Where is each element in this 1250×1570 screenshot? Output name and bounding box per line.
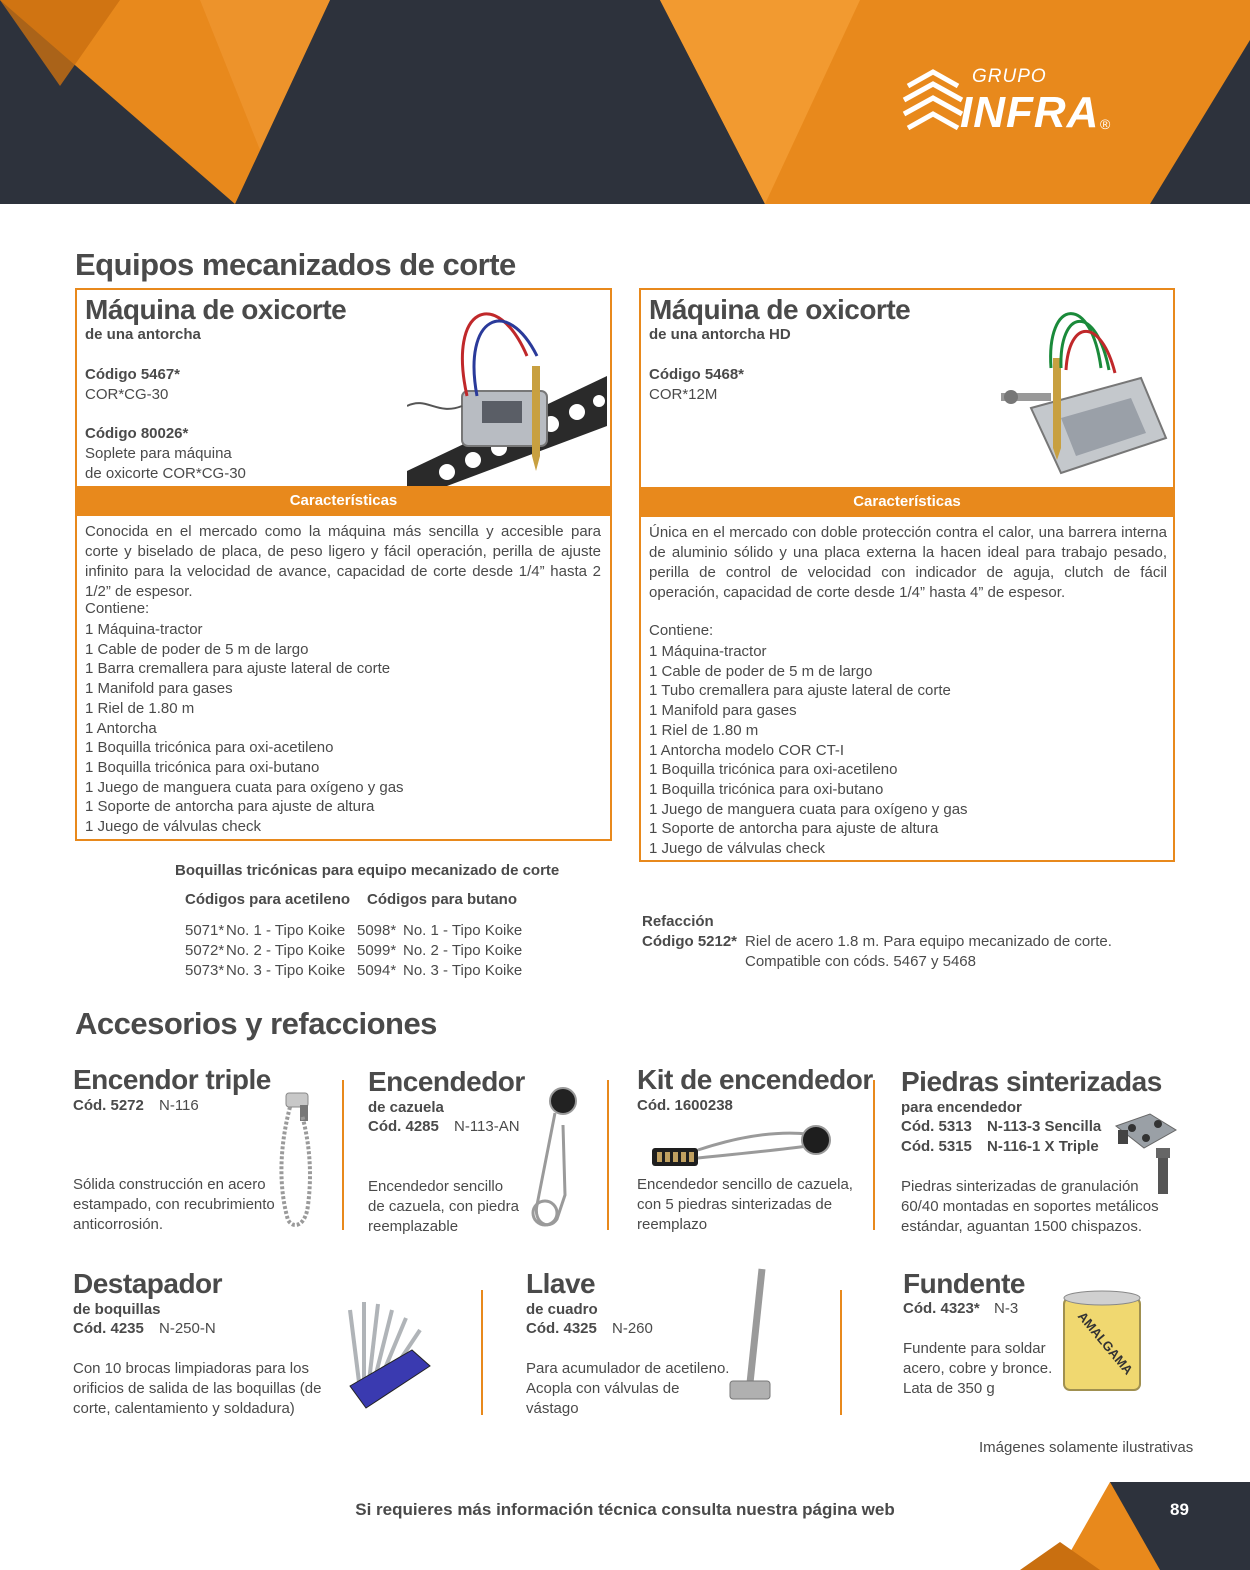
acc-ref: N-116-1 X Triple — [987, 1138, 1099, 1155]
boquillas-heading: Boquillas tricónicas para equipo mecanizado de corte — [175, 862, 560, 879]
footer-decoration — [1000, 1482, 1250, 1570]
acc-desc-line: vástago — [526, 1400, 579, 1417]
cutting-machine-image — [407, 296, 607, 486]
card-subtitle: de una antorcha HD — [649, 326, 791, 343]
card-code: Código 5468* — [649, 366, 745, 383]
product-card-oxicorte-hd — [639, 288, 1175, 862]
card-title: Máquina de oxicorte — [85, 294, 347, 325]
acc-code: Cód. 1600238 — [637, 1097, 733, 1114]
acc-desc-line: Acopla con válvulas de — [526, 1380, 680, 1397]
acc-title-llave: Llave — [526, 1268, 596, 1299]
list-item: 1 Antorcha modelo COR CT-I — [649, 741, 845, 759]
acc-title-destapador: Destapador — [73, 1268, 223, 1299]
list-item: 1 Cable de poder de 5 m de largo — [85, 640, 309, 658]
infra-logo-icon — [898, 66, 968, 138]
card-contains-label: Contiene: — [649, 622, 714, 639]
divider — [342, 1080, 344, 1230]
acc-desc-line: reemplazable — [368, 1218, 459, 1235]
acc-code: Cód. 4235 — [73, 1320, 144, 1337]
card-description: Única en el mercado con doble protección contra el calor, una barrera interna de aluminio sólido y una placa externa la hacen ideal para trabajo pesado, perilla de control de velocidad con indicador de aguja, clutch de fácil operación, capacidad de corte desde 1/4” hasta 4” de espesor. — [649, 524, 1167, 601]
brand-grupo: GRUPO — [972, 66, 1047, 87]
acc-desc-line: Encendedor sencillo de cazuela, — [637, 1176, 853, 1193]
card-title: Máquina de oxicorte — [649, 294, 911, 325]
footer-text: Si requieres más información técnica consulta nuestra página web — [355, 1500, 895, 1519]
card-desc-2b: de oxicorte COR*CG-30 — [85, 465, 246, 482]
boquilla-desc: No. 1 - Tipo Koike — [403, 922, 523, 939]
acc-code: Cód. 4285 — [368, 1118, 439, 1135]
brand-registered: ® — [1100, 116, 1111, 132]
list-item: 1 Manifold para gases — [649, 702, 797, 720]
divider — [873, 1080, 875, 1230]
boquilla-desc: No. 2 - Tipo Koike — [403, 942, 523, 959]
acc-title-encendor: Encendor triple — [73, 1064, 271, 1095]
acc-ref: N-260 — [612, 1320, 653, 1337]
list-item: 1 Soporte de antorcha para ajuste de altura — [649, 820, 939, 838]
acc-title-piedras: Piedras sinterizadas — [901, 1066, 1162, 1097]
divider — [607, 1080, 609, 1230]
refaccion-code: Código 5212* — [642, 933, 738, 950]
acc-subtitle: para encendedor — [901, 1099, 1022, 1116]
boquillas-col-butano: Códigos para butano — [367, 891, 517, 908]
square-wrench-image — [718, 1265, 778, 1410]
acc-ref: N-113-AN — [454, 1118, 520, 1135]
boquilla-code: 5071* — [185, 922, 225, 939]
acc-desc-line: Con 10 brocas limpiadoras para los — [73, 1360, 309, 1377]
section-title-accesorios: Accesorios y refacciones — [75, 1006, 437, 1041]
list-item: 1 Cable de poder de 5 m de largo — [649, 662, 873, 680]
acc-desc-line: reemplazo — [637, 1216, 708, 1233]
divider — [840, 1290, 842, 1415]
list-item: 1 Barra cremallera para ajuste lateral de corte — [85, 660, 391, 678]
boquilla-desc: No. 3 - Tipo Koike — [226, 962, 346, 979]
list-item: 1 Riel de 1.80 m — [649, 721, 759, 739]
list-item: 1 Juego de manguera cuata para oxígeno y gas — [85, 778, 404, 796]
cup-lighter-image — [525, 1085, 585, 1233]
boquilla-desc: No. 2 - Tipo Koike — [226, 942, 346, 959]
acc-desc-line: estampado, con recubrimiento — [73, 1196, 275, 1213]
list-item: 1 Soporte de antorcha para ajuste de altura — [85, 798, 375, 816]
acc-desc-line: Fundente para soldar — [903, 1340, 1046, 1357]
flux-can-image — [1060, 1288, 1145, 1400]
card-contents-list — [649, 642, 968, 859]
acc-code: Cód. 4323* — [903, 1300, 980, 1317]
refaccion-label: Refacción — [642, 913, 714, 930]
list-item: 1 Máquina-tractor — [85, 621, 203, 638]
acc-desc-line: Para acumulador de acetileno. — [526, 1360, 730, 1377]
acc-desc-line: Piedras sinterizadas de granulación — [901, 1178, 1139, 1195]
boquilla-code: 5072* — [185, 942, 225, 959]
boquilla-desc: No. 3 - Tipo Koike — [403, 962, 523, 979]
acc-title-encendedor: Encendedor — [368, 1066, 525, 1097]
boquilla-desc: No. 1 - Tipo Koike — [226, 922, 346, 939]
features-bar: Características — [77, 486, 610, 516]
acc-desc-line: Lata de 350 g — [903, 1380, 995, 1397]
list-item: 1 Boquilla tricónica para oxi-acetileno — [649, 761, 898, 779]
brand-name: INFRA — [960, 88, 1100, 137]
card-subtitle: de una antorcha — [85, 326, 201, 343]
list-item: 1 Riel de 1.80 m — [85, 699, 195, 717]
triple-lighter-image — [272, 1085, 327, 1230]
can-label: AMALGAMA — [1074, 1308, 1137, 1378]
list-item: 1 Antorcha — [85, 719, 157, 737]
boquilla-code: 5098* — [357, 922, 397, 939]
divider — [481, 1290, 483, 1415]
acc-desc-line: con 5 piedras sinterizadas de — [637, 1196, 833, 1213]
acc-code: Cód. 4325 — [526, 1320, 597, 1337]
product-card-oxicorte — [75, 288, 612, 841]
acc-subtitle: de boquillas — [73, 1301, 161, 1318]
acc-desc-line: Sólida construcción en acero — [73, 1176, 266, 1193]
list-item: 1 Boquilla tricónica para oxi-acetileno — [85, 739, 334, 757]
card-description: Conocida en el mercado como la máquina más sencilla y accesible para corte y biselado de placa, de peso ligero y fácil operación, perilla de ajuste infinito para la velocidad de avance, capacidad de corte desde 1/4” hasta 2 1/2” de espesor. — [85, 523, 601, 600]
card-code: Código 5467* — [85, 366, 181, 383]
card-code-2: Código 80026* — [85, 425, 189, 442]
tip-cleaner-image — [320, 1290, 440, 1415]
acc-code: Cód. 5315 — [901, 1138, 972, 1155]
boquilla-code: 5099* — [357, 942, 397, 959]
acc-desc-line: acero, cobre y bronce. — [903, 1360, 1053, 1377]
acc-title-kit: Kit de encendedor — [637, 1064, 873, 1095]
acc-desc-line: 60/40 montadas en soportes metálicos — [901, 1198, 1159, 1215]
disclaimer: Imágenes solamente ilustrativas — [979, 1439, 1194, 1456]
acc-desc-line: orificios de salida de las boquillas (de — [73, 1380, 322, 1397]
acc-ref: N-3 — [994, 1300, 1019, 1317]
acc-desc-line: corte, calentamiento y soldadura) — [73, 1400, 295, 1417]
section-title-equipos: Equipos mecanizados de corte — [75, 247, 516, 282]
acc-ref: N-250-N — [159, 1320, 216, 1337]
acc-ref: N-113-3 Sencilla — [987, 1118, 1102, 1135]
boquilla-code: 5094* — [357, 962, 397, 979]
refaccion-desc-2: Compatible con códs. 5467 y 5468 — [745, 953, 976, 970]
page-number: 89 — [1170, 1500, 1189, 1519]
acc-ref: N-116 — [159, 1097, 199, 1114]
card-contents-list — [85, 620, 404, 837]
cutting-machine-hd-image — [991, 298, 1171, 488]
boquillas-col-acetileno: Códigos para acetileno — [185, 891, 351, 908]
card-desc-2a: Soplete para máquina — [85, 445, 232, 462]
boquilla-code: 5073* — [185, 962, 225, 979]
list-item: 1 Máquina-tractor — [649, 643, 767, 660]
list-item: 1 Juego de válvulas check — [649, 840, 825, 858]
features-bar: Características — [641, 487, 1173, 517]
card-model: COR*CG-30 — [85, 386, 169, 403]
acc-desc-line: estándar, aguantan 1500 chispazos. — [901, 1218, 1143, 1235]
lighter-kit-image — [648, 1120, 838, 1170]
acc-subtitle: de cazuela — [368, 1099, 444, 1116]
list-item: 1 Juego de válvulas check — [85, 818, 261, 836]
acc-subtitle: de cuadro — [526, 1301, 598, 1318]
acc-code: Cód. 5272 — [73, 1097, 144, 1114]
refaccion-desc-1: Riel de acero 1.8 m. Para equipo mecanizado de corte. — [745, 933, 1112, 950]
acc-desc-line: de cazuela, con piedra — [368, 1198, 519, 1215]
list-item: 1 Manifold para gases — [85, 680, 233, 698]
acc-title-fundente: Fundente — [903, 1268, 1025, 1299]
acc-desc-line: Encendedor sencillo — [368, 1178, 504, 1195]
list-item: 1 Boquilla tricónica para oxi-butano — [649, 780, 884, 798]
flint-stones-image — [1110, 1108, 1182, 1198]
list-item: 1 Juego de manguera cuata para oxígeno y gas — [649, 800, 968, 818]
acc-code: Cód. 5313 — [901, 1118, 972, 1135]
card-contains-label: Contiene: — [85, 600, 150, 617]
list-item: 1 Boquilla tricónica para oxi-butano — [85, 758, 320, 776]
card-model: COR*12M — [649, 386, 718, 403]
list-item: 1 Tubo cremallera para ajuste lateral de corte — [649, 682, 951, 700]
acc-desc-line: anticorrosión. — [73, 1216, 164, 1233]
